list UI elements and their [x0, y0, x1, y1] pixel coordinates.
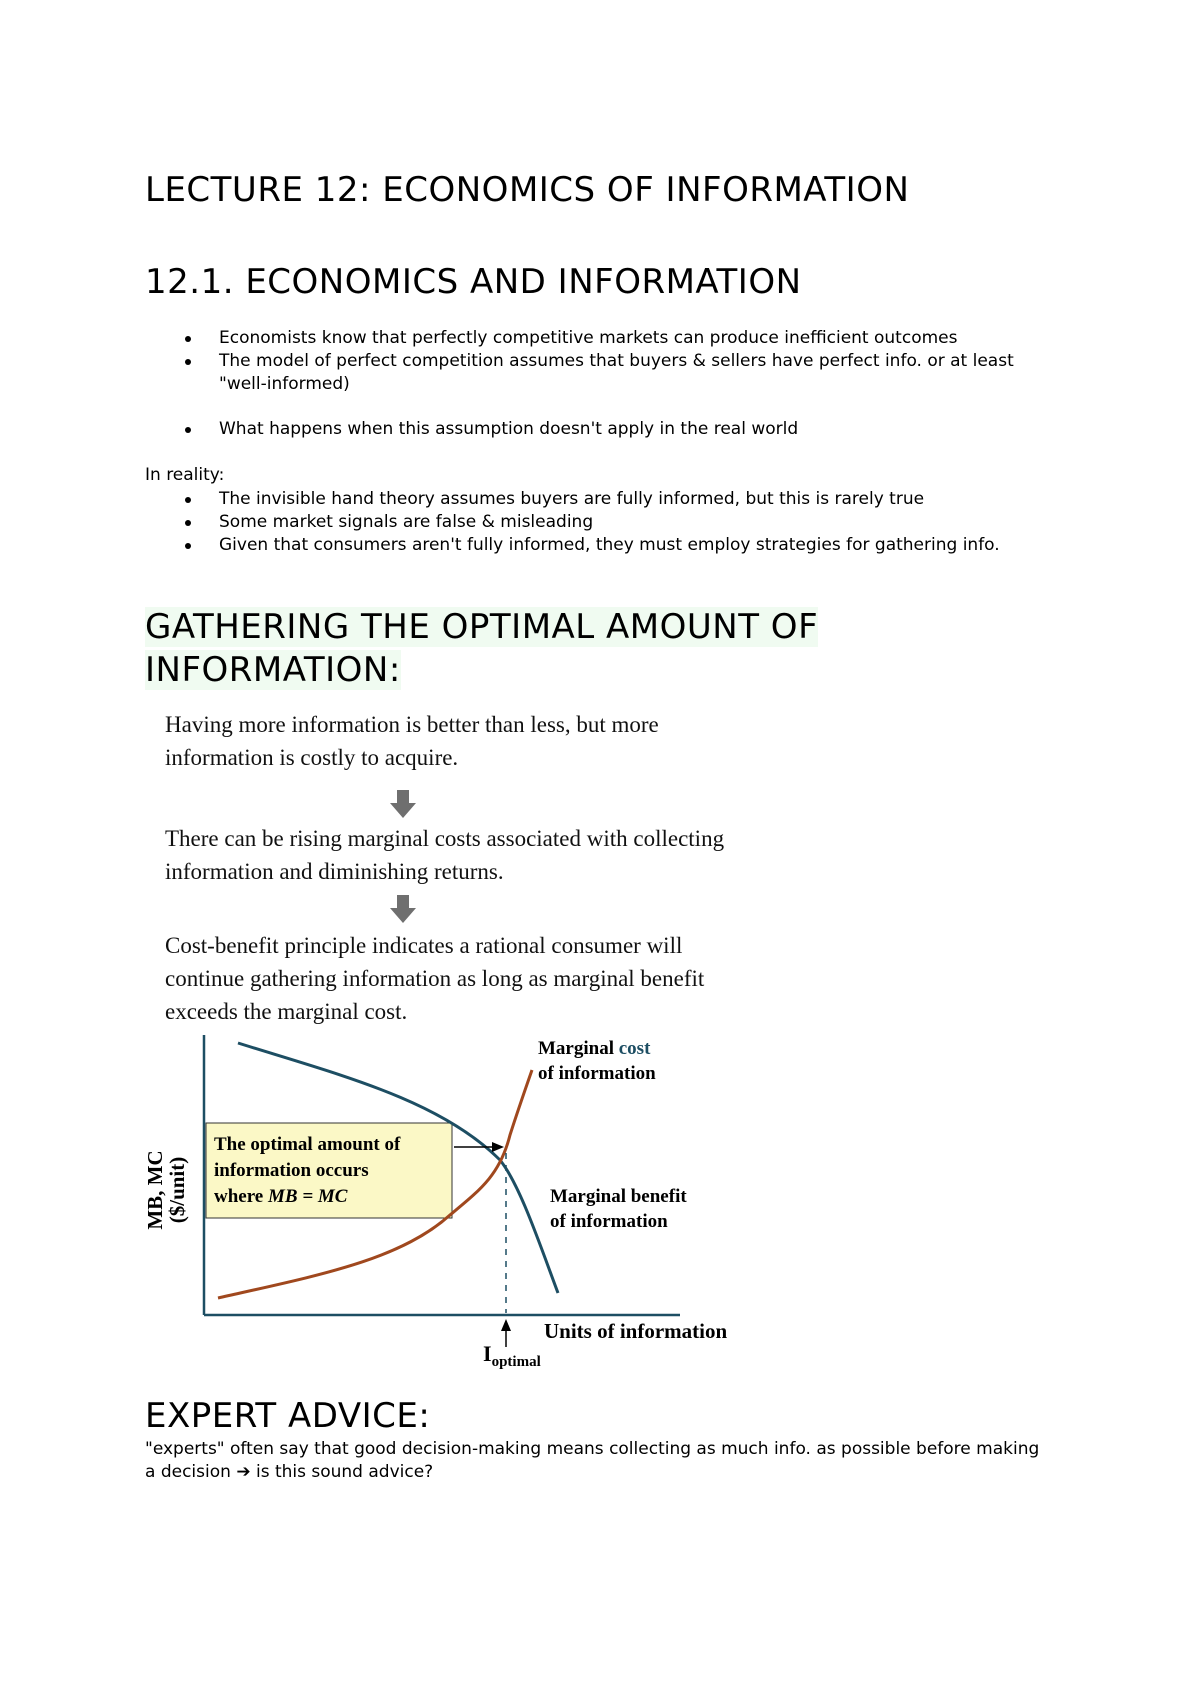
gathering-heading-text: GATHERING THE OPTIMAL AMOUNT OF INFORMATION:: [145, 607, 819, 690]
x-marker-sub: optimal: [491, 1354, 541, 1370]
right-arrow-icon: ➔: [236, 1462, 251, 1482]
section-heading: 12.1. ECONOMICS AND INFORMATION: [145, 262, 802, 302]
annotation-arrowhead: [492, 1142, 504, 1152]
y-axis-label-line2: ($/unit): [165, 1156, 189, 1224]
list-item: The model of perfect competition assumes that buyers & sellers have perfect info. or at least "well-informed): [185, 350, 1065, 396]
gathering-heading: [145, 606, 865, 692]
series-label-cost-word: cost: [618, 1038, 651, 1059]
figure-text-1: Having more information is better than less, but more information is costly to acquire.: [165, 712, 659, 770]
series-label-cost-prefix: Marginal: [538, 1038, 619, 1059]
figure-text-3: Cost-benefit principle indicates a rational consumer will continue gathering information as long as marginal benefit exceeds the marginal cost.: [165, 933, 705, 1024]
question-bullet-list: [185, 418, 1065, 441]
y-axis-label: [143, 1150, 189, 1229]
annotation-line3: [214, 1186, 348, 1207]
lecture-title: LECTURE 12: ECONOMICS OF INFORMATION: [145, 170, 910, 210]
series-label-benefit-line2: of information: [550, 1211, 668, 1232]
list-item: Economists know that perfectly competitive markets can produce inefficient outcomes: [185, 327, 1065, 350]
figure-text-2: There can be rising marginal costs associated with collecting information and diminishing returns.: [165, 826, 725, 884]
expert-paragraph: [145, 1438, 1045, 1484]
list-item: The invisible hand theory assumes buyers are fully informed, but this is rarely true: [185, 488, 1065, 511]
list-item: Some market signals are false & misleading: [185, 511, 1065, 534]
reality-bullet-list: [185, 488, 1065, 557]
expert-text-part2: is this sound advice?: [250, 1462, 434, 1482]
x-marker-main: I: [483, 1341, 492, 1366]
x-axis-label: Units of information: [544, 1319, 728, 1343]
annotation-line3-prefix: where: [214, 1186, 268, 1207]
mb-mc-chart: [140, 1035, 780, 1390]
optimal-up-arrowhead: [501, 1319, 511, 1331]
down-arrow-icon: [390, 790, 416, 820]
annotation-formula: MB = MC: [268, 1186, 348, 1207]
series-label-benefit-line1: Marginal benefit: [550, 1186, 687, 1207]
down-arrow-icon: [390, 895, 416, 925]
annotation-line1: The optimal amount of: [214, 1134, 401, 1155]
x-marker-label: [483, 1341, 541, 1370]
series-label-cost-line1: [538, 1038, 651, 1059]
expert-heading: EXPERT ADVICE:: [145, 1396, 431, 1436]
intro-bullet-list: [185, 327, 1065, 396]
annotation-line2: information occurs: [214, 1160, 369, 1181]
info-figure: [140, 700, 780, 1390]
list-item: Given that consumers aren't fully informed, they must employ strategies for gathering info.: [185, 534, 1065, 557]
list-item: What happens when this assumption doesn't apply in the real world: [185, 418, 1065, 441]
series-label-cost-line2: of information: [538, 1063, 656, 1084]
in-reality-label: In reality:: [145, 465, 225, 485]
y-axis-label-line1: MB, MC: [143, 1150, 167, 1230]
expert-text-part1: "experts" often say that good decision-making means collecting as much info. as possible before making a decision: [145, 1439, 1040, 1482]
